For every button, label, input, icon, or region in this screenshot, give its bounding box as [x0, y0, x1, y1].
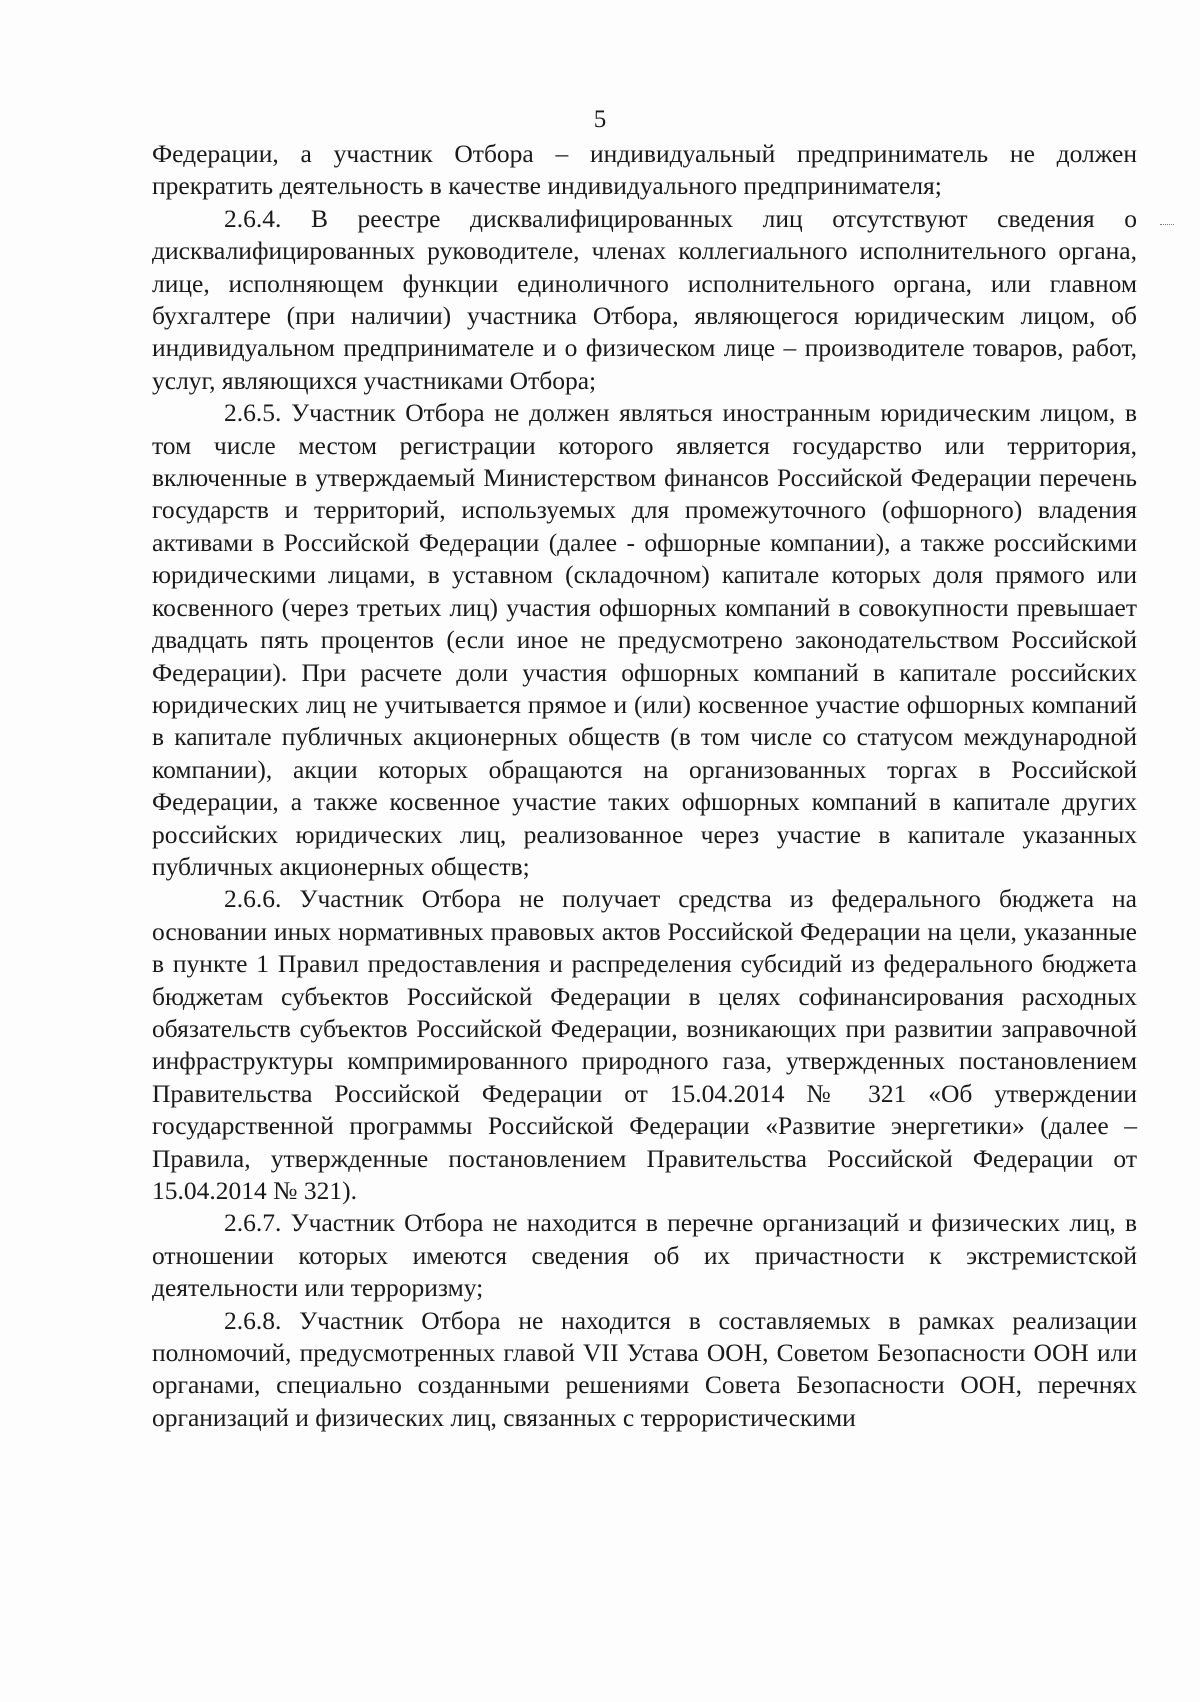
paragraph-2-6-8: 2.6.8. Участник Отбора не находится в составляемых в рамках реализации полномочий, предусмотренных главой VII Устава ООН, Советом Безопасности ООН или органами, специально созданными решениями Совета Безопасности ООН, перечнях организаций и физических лиц, связанных с террористическими — [152, 1305, 1137, 1432]
page-number: 5 — [593, 106, 607, 133]
paragraph-2-6-6: 2.6.6. Участник Отбора не получает средства из федерального бюджета на основании иных нормативных правовых актов Российской Федерации на цели, указанные в пункте 1 Правил предоставления и распределения субсидий из федерального бюджета бюджетам субъектов Российской Федерации в целях софинансирования расходных обязательств субъектов Российской Федерации, возникающих при развитии заправочной инфраструктуры компримированного природного газа, утвержденных постановлением Правительства Российской Федерации от 15.04.2014 № 321 «Об утверждении государственной программы Российской Федерации «Развитие энергетики» (далее – Правила, утвержденные постановлением Правительства Российской Федерации от 15.04.2014 № 321). — [152, 884, 1137, 1205]
paragraph-2-6-5: 2.6.5. Участник Отбора не должен являться иностранным юридическим лицом, в том числе местом регистрации которого является государство или территория, включенные в утверждаемый Министерством финансов Российской Федерации перечень государств и территорий, используемых для промежуточного (офшорного) владения активами в Российской Федерации (далее - офшорные компании), а также российскими юридическими лицами, в уставном (складочном) капитале которых доля прямого или косвенного (через третьих лиц) участия офшорных компаний в совокупности превышает двадцать пять процентов (если иное не предусмотрено законодательством Российской Федерации). При расчете доли участия офшорных компаний в капитале российских юридических лиц не учитывается прямое и (или) косвенное участие офшорных компаний в капитале публичных акционерных обществ (в том числе со статусом международной компании), акции которых обращаются на организованных торгах в Российской Федерации, а также косвенное участие таких офшорных компаний в капитале других российских юридических лиц, реализованное через участие в капитале указанных публичных акционерных обществ; — [152, 398, 1137, 881]
paragraph-2-6-7: 2.6.7. Участник Отбора не находится в перечне организаций и физических лиц, в отношении которых имеются сведения об их причастности к экстремистской деятельности или терроризму; — [152, 1208, 1137, 1303]
paragraph-2-6-4: 2.6.4. В реестре дисквалифицированных лиц отсутствуют сведения о дисквалифицированных руководителе, членах коллегиального исполнительного органа, лице, исполняющем функции единоличного исполнительного органа, или главном бухгалтере (при наличии) участника Отбора, являющегося юридическим лицом, об индивидуальном предпринимателе и о физическом лице – производителе товаров, работ, услуг, являющихся участниками Отбора; — [152, 203, 1137, 395]
scan-artifact-mark — [1160, 224, 1174, 227]
paragraph-continuation: Федерации, а участник Отбора – индивидуальный предприниматель не должен прекратить деятельность в качестве индивидуального предпринимателя; — [152, 139, 1137, 201]
document-body — [152, 138, 1137, 1434]
